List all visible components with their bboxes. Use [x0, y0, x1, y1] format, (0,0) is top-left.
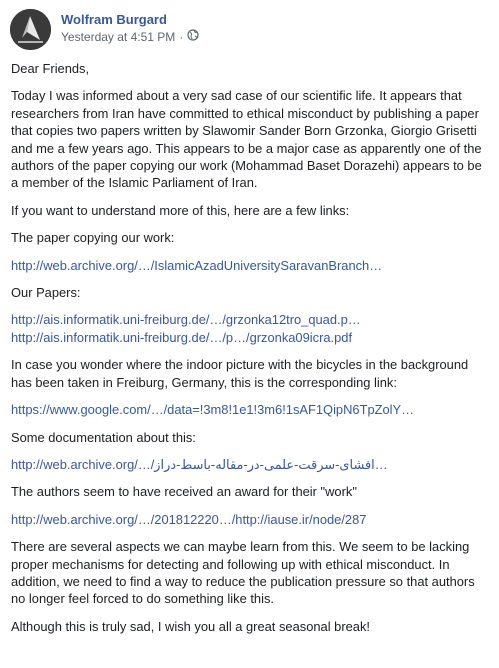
copy-label: The paper copying our work: — [11, 230, 175, 246]
meta-separator: · — [179, 30, 184, 44]
paragraph-2: If you want to understand more of this, here are a few links: — [11, 202, 350, 218]
post-timestamp[interactable]: Yesterday at 4:51 PM — [61, 30, 176, 44]
our-papers-label: Our Papers: — [11, 285, 81, 301]
closing: Although this is truly sad, I wish you all a great seasonal break! — [11, 618, 370, 634]
post-body — [11, 60, 489, 635]
documentation-link[interactable]: http://web.archive.org/…/افشای-سرقت-علمی-در-مقاله-باسط-دراز… — [11, 456, 388, 472]
paragraph-3: In case you wonder where the indoor picture with the bicycles in the background has been taken in Freiburg, Germany, this is the corresponding link: — [11, 357, 469, 390]
author-name[interactable]: Wolfram Burgard — [61, 12, 167, 27]
paragraph-1: Today I was informed about a very sad case of our scientific life. It appears that researchers from Iran have committed to ethical misconduct by publishing a paper that copies two papers written by Slawomir Sander Born Grzonka, Giorgio Grisetti and me a few years ago. This appears to be a major case as apparently one of the authors of the paper copying our work (Mohammad Baset Dorazehi) appears to be a member of the Islamic Parliament of Iran. — [11, 88, 482, 191]
paragraph-4: There are several aspects we can maybe learn from this. We seem to be lacking proper mechanisms for detecting and following up with ethical misconduct. In addition, we need to find a way to reduce the publication pressure so that authors no longer feel forced to do something like this. — [11, 539, 475, 607]
avatar[interactable] — [10, 9, 51, 50]
post-meta — [61, 29, 199, 45]
greeting: Dear Friends, — [11, 61, 90, 76]
paper-link-1[interactable]: http://ais.informatik.uni-freiburg.de/…/grzonka12tro_quad.p… — [11, 312, 361, 328]
post-header — [10, 9, 199, 49]
paper-link-2[interactable]: http://ais.informatik.uni-freiburg.de/…/p…/grzonka09icra.pdf — [11, 329, 353, 345]
header-text — [61, 9, 199, 45]
copy-link[interactable]: http://web.archive.org/…/IslamicAzadUniversitySaravanBranch… — [11, 257, 383, 273]
award-label: The authors seem to have received an award for their "work" — [11, 484, 357, 500]
globe-icon[interactable] — [187, 29, 199, 45]
maps-link[interactable]: https://www.google.com/…/data=!3m8!1e1!3m6!1sAF1QipN6TpZolY… — [11, 402, 415, 418]
documentation-label: Some documentation about this: — [11, 429, 196, 445]
award-link[interactable]: http://web.archive.org/…/201812220…/http://iause.ir/node/287 — [11, 511, 367, 527]
